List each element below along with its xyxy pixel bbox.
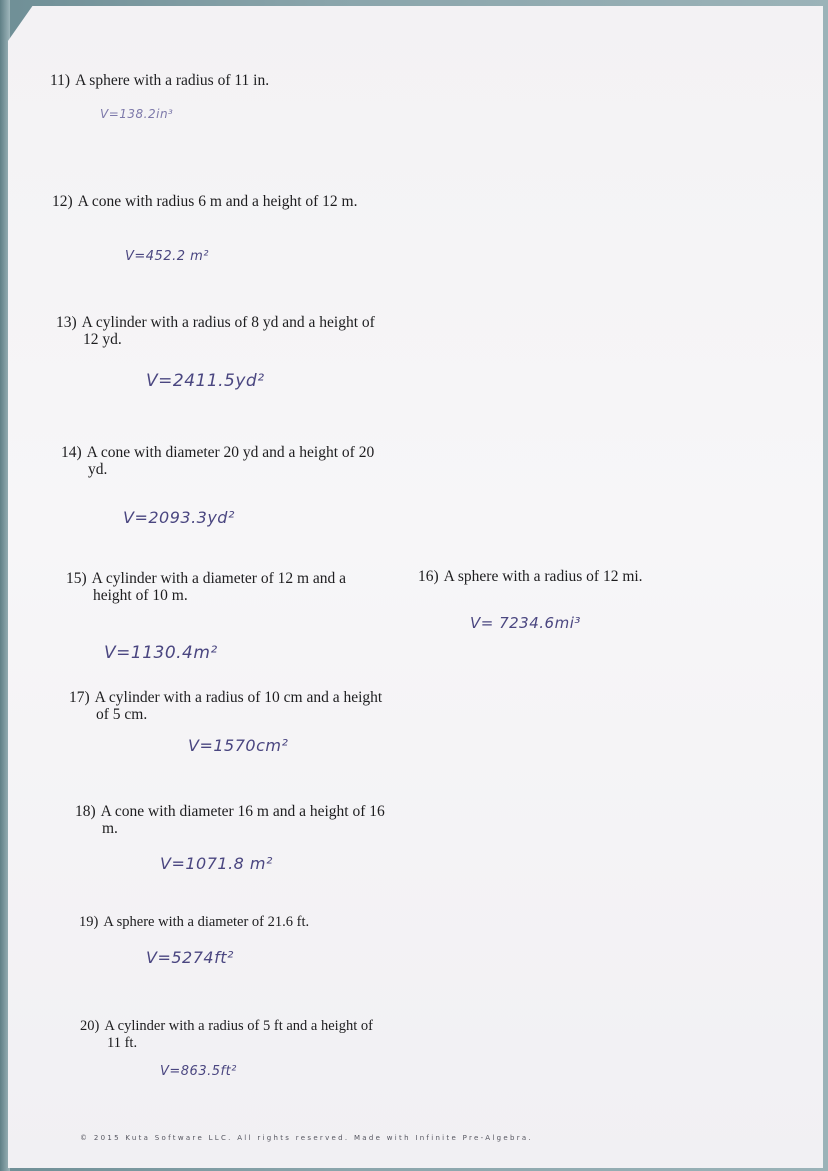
problem-text: A cylinder with a radius of 8 yd and a height of [81,314,375,331]
problem-text-cont: yd. [88,461,108,478]
problem-13 [56,314,375,348]
problem-number: 18) [75,803,96,820]
copyright-footer: © 2015 Kuta Software LLC. All rights reserved. Made with Infinite Pre-Algebra. [80,1134,534,1142]
answer-17: V=1570cm² [188,736,289,755]
problem-18 [75,803,385,837]
problem-11 [50,72,269,89]
problem-number: 14) [61,444,82,461]
problem-number: 12) [52,193,73,210]
problem-text: A cone with diameter 16 m and a height of 16 [100,803,385,820]
answer-16: V= 7234.6mi³ [470,614,581,632]
answer-14: V=2093.3yd² [123,508,235,527]
problem-number: 20) [80,1018,100,1034]
answer-19: V=5274ft² [146,948,234,967]
problem-text: A cylinder with a radius of 5 ft and a height of [104,1018,373,1034]
problem-text: A sphere with a diameter of 21.6 ft. [103,914,310,930]
problem-19 [79,914,309,931]
problem-text: A cone with diameter 20 yd and a height of 20 [86,444,375,461]
problem-16 [418,568,643,585]
problem-text-cont: height of 10 m. [93,587,188,604]
answer-13: V=2411.5yd² [146,371,265,391]
problem-text: A sphere with a radius of 12 mi. [443,568,643,585]
answer-15: V=1130.4m² [104,643,218,663]
problem-number: 16) [418,568,439,585]
problem-17 [69,689,382,723]
problem-text: A sphere with a radius of 11 in. [75,72,270,89]
problem-text-cont: 12 yd. [83,331,122,348]
problem-text-cont: of 5 cm. [96,706,148,723]
problem-number: 11) [50,72,71,89]
answer-11: V=138.2in³ [100,107,174,121]
answer-20: V=863.5ft² [160,1064,237,1079]
problem-12 [52,193,357,210]
answer-18: V=1071.8 m² [160,854,273,873]
problem-text: A cylinder with a diameter of 12 m and a [91,570,347,587]
problem-text-cont: 11 ft. [107,1035,138,1051]
problem-14 [61,444,374,478]
problem-text: A cylinder with a radius of 10 cm and a height [94,689,383,706]
answer-12: V=452.2 m² [125,249,210,264]
problem-15 [66,570,346,604]
problem-text: A cone with radius 6 m and a height of 12 m. [77,193,358,210]
problem-20 [80,1018,373,1052]
problem-number: 17) [69,689,90,706]
problem-number: 19) [79,914,99,930]
problem-number: 15) [66,570,87,587]
problem-number: 13) [56,314,77,331]
problem-text-cont: m. [102,820,118,837]
